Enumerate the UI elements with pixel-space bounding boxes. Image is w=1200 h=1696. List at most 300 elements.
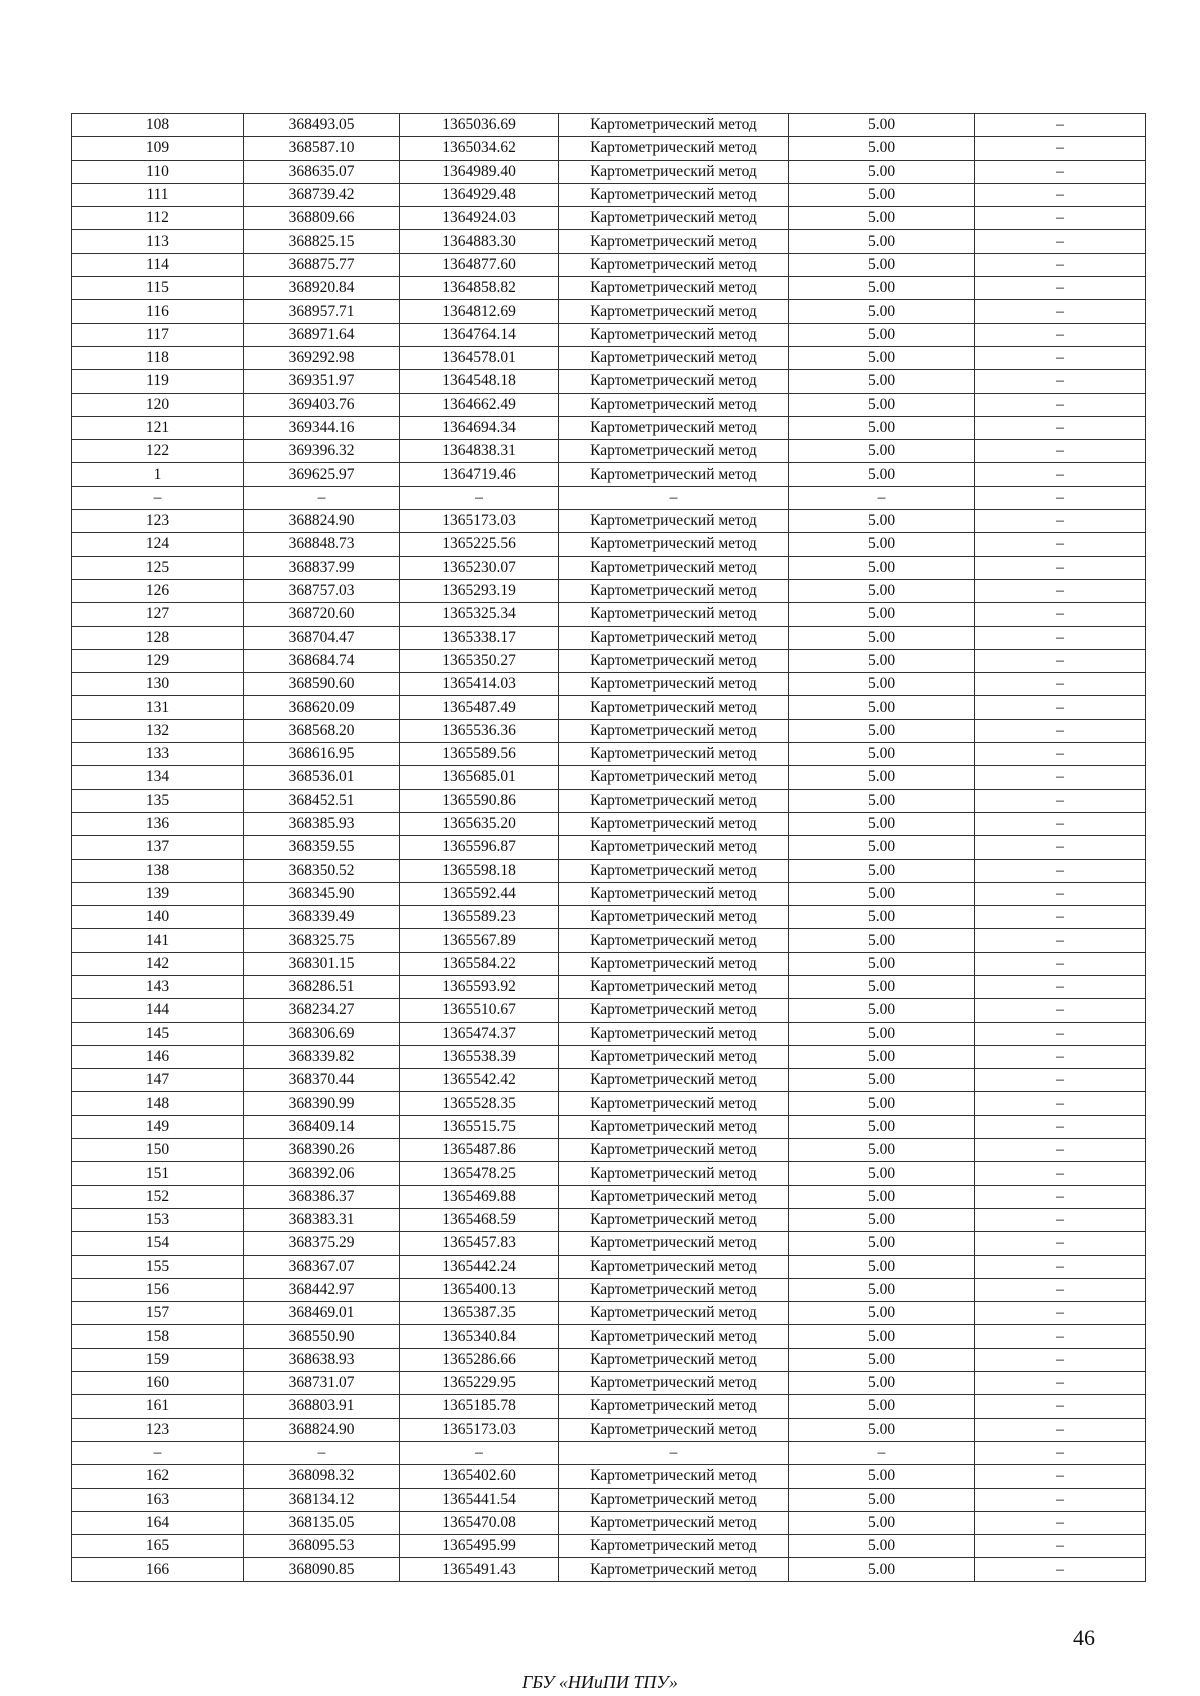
x-coordinate-cell: 368550.90: [244, 1325, 400, 1348]
note-cell: –: [975, 1418, 1146, 1441]
point-number-cell: 159: [72, 1348, 244, 1371]
note-cell: –: [975, 603, 1146, 626]
y-coordinate-cell: 1365515.75: [400, 1115, 559, 1138]
accuracy-cell: 5.00: [789, 1395, 975, 1418]
y-coordinate-cell: 1365487.86: [400, 1139, 559, 1162]
method-cell: Картометрический метод: [559, 323, 789, 346]
point-number-cell: 121: [72, 416, 244, 439]
method-cell: Картометрический метод: [559, 1372, 789, 1395]
method-cell: Картометрический метод: [559, 1255, 789, 1278]
table-row: [72, 556, 1146, 579]
x-coordinate-cell: 368367.07: [244, 1255, 400, 1278]
accuracy-cell: 5.00: [789, 766, 975, 789]
y-coordinate-cell: 1364578.01: [400, 346, 559, 369]
accuracy-cell: 5.00: [789, 277, 975, 300]
point-number-cell: 153: [72, 1208, 244, 1231]
table-row: [72, 882, 1146, 905]
table-row: [72, 207, 1146, 230]
point-number-cell: 115: [72, 277, 244, 300]
accuracy-cell: 5.00: [789, 1465, 975, 1488]
note-cell: –: [975, 696, 1146, 719]
note-cell: –: [975, 975, 1146, 998]
accuracy-cell: 5.00: [789, 1069, 975, 1092]
table-row: [72, 1208, 1146, 1231]
note-cell: –: [975, 1208, 1146, 1231]
y-coordinate-cell: 1365293.19: [400, 579, 559, 602]
point-number-cell: 162: [72, 1465, 244, 1488]
table-row: [72, 416, 1146, 439]
point-number-cell: 150: [72, 1139, 244, 1162]
table-row: [72, 1465, 1146, 1488]
accuracy-cell: 5.00: [789, 906, 975, 929]
method-cell: Картометрический метод: [559, 1115, 789, 1138]
x-coordinate-cell: 368345.90: [244, 882, 400, 905]
x-coordinate-cell: 368385.93: [244, 812, 400, 835]
accuracy-cell: –: [789, 486, 975, 509]
method-cell: Картометрический метод: [559, 952, 789, 975]
footer-organization: ГБУ «НИиПИ ТПУ»: [522, 1672, 678, 1692]
x-coordinate-cell: 368704.47: [244, 626, 400, 649]
y-coordinate-cell: 1365528.35: [400, 1092, 559, 1115]
y-coordinate-cell: 1365350.27: [400, 649, 559, 672]
x-coordinate-cell: 368837.99: [244, 556, 400, 579]
point-number-cell: 158: [72, 1325, 244, 1348]
y-coordinate-cell: 1365542.42: [400, 1069, 559, 1092]
x-coordinate-cell: 368095.53: [244, 1535, 400, 1558]
method-cell: –: [559, 486, 789, 509]
x-coordinate-cell: 368442.97: [244, 1278, 400, 1301]
accuracy-cell: 5.00: [789, 952, 975, 975]
table-row: [72, 1511, 1146, 1534]
note-cell: –: [975, 253, 1146, 276]
table-row: [72, 253, 1146, 276]
table-row: [72, 1558, 1146, 1581]
note-cell: –: [975, 999, 1146, 1022]
accuracy-cell: 5.00: [789, 859, 975, 882]
point-number-cell: 116: [72, 300, 244, 323]
x-coordinate-cell: 368971.64: [244, 323, 400, 346]
point-number-cell: 125: [72, 556, 244, 579]
point-number-cell: 127: [72, 603, 244, 626]
y-coordinate-cell: 1365338.17: [400, 626, 559, 649]
note-cell: –: [975, 1115, 1146, 1138]
x-coordinate-cell: 368616.95: [244, 743, 400, 766]
table-row: [72, 440, 1146, 463]
method-cell: Картометрический метод: [559, 440, 789, 463]
accuracy-cell: 5.00: [789, 929, 975, 952]
y-coordinate-cell: 1365185.78: [400, 1395, 559, 1418]
accuracy-cell: 5.00: [789, 1115, 975, 1138]
coordinates-table-body: [72, 114, 1146, 1582]
method-cell: Картометрический метод: [559, 556, 789, 579]
x-coordinate-cell: 368568.20: [244, 719, 400, 742]
table-row: [72, 1418, 1146, 1441]
table-row: [72, 1255, 1146, 1278]
y-coordinate-cell: 1365510.67: [400, 999, 559, 1022]
note-cell: –: [975, 230, 1146, 253]
note-cell: –: [975, 323, 1146, 346]
method-cell: Картометрический метод: [559, 1302, 789, 1325]
y-coordinate-cell: 1365402.60: [400, 1465, 559, 1488]
point-number-cell: 108: [72, 114, 244, 137]
method-cell: Картометрический метод: [559, 836, 789, 859]
table-row: [72, 649, 1146, 672]
method-cell: Картометрический метод: [559, 929, 789, 952]
note-cell: –: [975, 160, 1146, 183]
table-row: [72, 579, 1146, 602]
point-number-cell: 165: [72, 1535, 244, 1558]
accuracy-cell: 5.00: [789, 230, 975, 253]
method-cell: Картометрический метод: [559, 1092, 789, 1115]
table-row: [72, 1395, 1146, 1418]
point-number-cell: 111: [72, 183, 244, 206]
y-coordinate-cell: 1365491.43: [400, 1558, 559, 1581]
y-coordinate-cell: 1365592.44: [400, 882, 559, 905]
method-cell: Картометрический метод: [559, 1511, 789, 1534]
point-number-cell: 141: [72, 929, 244, 952]
accuracy-cell: 5.00: [789, 440, 975, 463]
y-coordinate-cell: 1364662.49: [400, 393, 559, 416]
point-number-cell: 122: [72, 440, 244, 463]
table-row: [72, 346, 1146, 369]
y-coordinate-cell: 1365414.03: [400, 673, 559, 696]
note-cell: –: [975, 1162, 1146, 1185]
point-number-cell: 161: [72, 1395, 244, 1418]
x-coordinate-cell: 368824.90: [244, 1418, 400, 1441]
table-row: [72, 1092, 1146, 1115]
point-number-cell: 140: [72, 906, 244, 929]
method-cell: Картометрический метод: [559, 277, 789, 300]
point-number-cell: 157: [72, 1302, 244, 1325]
point-number-cell: 114: [72, 253, 244, 276]
accuracy-cell: 5.00: [789, 649, 975, 672]
method-cell: Картометрический метод: [559, 626, 789, 649]
accuracy-cell: 5.00: [789, 673, 975, 696]
x-coordinate-cell: 368392.06: [244, 1162, 400, 1185]
y-coordinate-cell: 1364764.14: [400, 323, 559, 346]
method-cell: Картометрический метод: [559, 1325, 789, 1348]
y-coordinate-cell: 1365590.86: [400, 789, 559, 812]
table-row: [72, 766, 1146, 789]
table-row: [72, 719, 1146, 742]
point-number-cell: 146: [72, 1045, 244, 1068]
x-coordinate-cell: 368286.51: [244, 975, 400, 998]
y-coordinate-cell: 1365325.34: [400, 603, 559, 626]
table-row: [72, 859, 1146, 882]
accuracy-cell: 5.00: [789, 370, 975, 393]
note-cell: –: [975, 556, 1146, 579]
note-cell: –: [975, 1278, 1146, 1301]
y-coordinate-cell: 1365229.95: [400, 1372, 559, 1395]
table-row: [72, 137, 1146, 160]
x-coordinate-cell: 368620.09: [244, 696, 400, 719]
method-cell: Картометрический метод: [559, 975, 789, 998]
accuracy-cell: 5.00: [789, 323, 975, 346]
accuracy-cell: 5.00: [789, 510, 975, 533]
point-number-cell: 131: [72, 696, 244, 719]
table-row: [72, 1441, 1146, 1464]
table-row: [72, 510, 1146, 533]
accuracy-cell: 5.00: [789, 696, 975, 719]
point-number-cell: 142: [72, 952, 244, 975]
accuracy-cell: 5.00: [789, 1022, 975, 1045]
accuracy-cell: 5.00: [789, 626, 975, 649]
method-cell: Картометрический метод: [559, 160, 789, 183]
point-number-cell: 130: [72, 673, 244, 696]
y-coordinate-cell: 1365478.25: [400, 1162, 559, 1185]
table-row: [72, 906, 1146, 929]
note-cell: –: [975, 1302, 1146, 1325]
note-cell: –: [975, 1255, 1146, 1278]
note-cell: –: [975, 346, 1146, 369]
accuracy-cell: 5.00: [789, 1255, 975, 1278]
note-cell: –: [975, 137, 1146, 160]
table-row: [72, 1045, 1146, 1068]
note-cell: –: [975, 1069, 1146, 1092]
method-cell: Картометрический метод: [559, 603, 789, 626]
point-number-cell: 160: [72, 1372, 244, 1395]
x-coordinate-cell: 368469.01: [244, 1302, 400, 1325]
accuracy-cell: 5.00: [789, 719, 975, 742]
accuracy-cell: 5.00: [789, 812, 975, 835]
y-coordinate-cell: 1365230.07: [400, 556, 559, 579]
accuracy-cell: 5.00: [789, 999, 975, 1022]
x-coordinate-cell: 368390.99: [244, 1092, 400, 1115]
table-row: [72, 1278, 1146, 1301]
point-number-cell: 113: [72, 230, 244, 253]
x-coordinate-cell: 369396.32: [244, 440, 400, 463]
method-cell: Картометрический метод: [559, 393, 789, 416]
x-coordinate-cell: –: [244, 1441, 400, 1464]
note-cell: –: [975, 719, 1146, 742]
accuracy-cell: 5.00: [789, 882, 975, 905]
point-number-cell: 118: [72, 346, 244, 369]
x-coordinate-cell: 369344.16: [244, 416, 400, 439]
point-number-cell: 148: [72, 1092, 244, 1115]
x-coordinate-cell: –: [244, 486, 400, 509]
method-cell: Картометрический метод: [559, 882, 789, 905]
point-number-cell: 123: [72, 510, 244, 533]
accuracy-cell: 5.00: [789, 114, 975, 137]
method-cell: Картометрический метод: [559, 1232, 789, 1255]
accuracy-cell: 5.00: [789, 183, 975, 206]
note-cell: –: [975, 1511, 1146, 1534]
table-row: [72, 999, 1146, 1022]
note-cell: –: [975, 1022, 1146, 1045]
x-coordinate-cell: 368739.42: [244, 183, 400, 206]
x-coordinate-cell: 368383.31: [244, 1208, 400, 1231]
x-coordinate-cell: 368638.93: [244, 1348, 400, 1371]
point-number-cell: 154: [72, 1232, 244, 1255]
note-cell: –: [975, 579, 1146, 602]
y-coordinate-cell: 1365340.84: [400, 1325, 559, 1348]
point-number-cell: 151: [72, 1162, 244, 1185]
note-cell: –: [975, 1465, 1146, 1488]
method-cell: Картометрический метод: [559, 1488, 789, 1511]
table-row: [72, 975, 1146, 998]
y-coordinate-cell: 1365487.49: [400, 696, 559, 719]
x-coordinate-cell: 368452.51: [244, 789, 400, 812]
note-cell: –: [975, 486, 1146, 509]
table-row: [72, 1115, 1146, 1138]
table-row: [72, 463, 1146, 486]
x-coordinate-cell: 368301.15: [244, 952, 400, 975]
accuracy-cell: 5.00: [789, 1558, 975, 1581]
x-coordinate-cell: 368134.12: [244, 1488, 400, 1511]
method-cell: Картометрический метод: [559, 1069, 789, 1092]
table-row: [72, 743, 1146, 766]
note-cell: –: [975, 836, 1146, 859]
y-coordinate-cell: 1365474.37: [400, 1022, 559, 1045]
note-cell: –: [975, 1045, 1146, 1068]
table-row: [72, 486, 1146, 509]
method-cell: Картометрический метод: [559, 696, 789, 719]
x-coordinate-cell: 369625.97: [244, 463, 400, 486]
x-coordinate-cell: 368234.27: [244, 999, 400, 1022]
accuracy-cell: 5.00: [789, 579, 975, 602]
y-coordinate-cell: 1365584.22: [400, 952, 559, 975]
table-row: [72, 183, 1146, 206]
method-cell: Картометрический метод: [559, 416, 789, 439]
y-coordinate-cell: 1365567.89: [400, 929, 559, 952]
point-number-cell: 133: [72, 743, 244, 766]
point-number-cell: 135: [72, 789, 244, 812]
table-row: [72, 929, 1146, 952]
note-cell: –: [975, 1139, 1146, 1162]
point-number-cell: 152: [72, 1185, 244, 1208]
y-coordinate-cell: 1365457.83: [400, 1232, 559, 1255]
accuracy-cell: 5.00: [789, 253, 975, 276]
y-coordinate-cell: 1365441.54: [400, 1488, 559, 1511]
note-cell: –: [975, 649, 1146, 672]
point-number-cell: 126: [72, 579, 244, 602]
note-cell: –: [975, 789, 1146, 812]
table-row: [72, 812, 1146, 835]
table-row: [72, 696, 1146, 719]
method-cell: Картометрический метод: [559, 1185, 789, 1208]
y-coordinate-cell: 1365286.66: [400, 1348, 559, 1371]
method-cell: Картометрический метод: [559, 1162, 789, 1185]
accuracy-cell: –: [789, 1441, 975, 1464]
method-cell: Картометрический метод: [559, 533, 789, 556]
x-coordinate-cell: 368590.60: [244, 673, 400, 696]
table-row: [72, 114, 1146, 137]
table-row: [72, 1185, 1146, 1208]
method-cell: Картометрический метод: [559, 1278, 789, 1301]
point-number-cell: 110: [72, 160, 244, 183]
method-cell: Картометрический метод: [559, 719, 789, 742]
note-cell: –: [975, 277, 1146, 300]
x-coordinate-cell: 368350.52: [244, 859, 400, 882]
note-cell: –: [975, 673, 1146, 696]
accuracy-cell: 5.00: [789, 1418, 975, 1441]
note-cell: –: [975, 812, 1146, 835]
table-row: [72, 1325, 1146, 1348]
y-coordinate-cell: 1365036.69: [400, 114, 559, 137]
point-number-cell: 164: [72, 1511, 244, 1534]
point-number-cell: –: [72, 1441, 244, 1464]
x-coordinate-cell: 368339.49: [244, 906, 400, 929]
x-coordinate-cell: 368635.07: [244, 160, 400, 183]
accuracy-cell: 5.00: [789, 1488, 975, 1511]
method-cell: Картометрический метод: [559, 812, 789, 835]
accuracy-cell: 5.00: [789, 160, 975, 183]
note-cell: –: [975, 510, 1146, 533]
accuracy-cell: 5.00: [789, 1092, 975, 1115]
point-number-cell: 132: [72, 719, 244, 742]
x-coordinate-cell: 368375.29: [244, 1232, 400, 1255]
point-number-cell: 109: [72, 137, 244, 160]
y-coordinate-cell: 1365495.99: [400, 1535, 559, 1558]
method-cell: Картометрический метод: [559, 463, 789, 486]
y-coordinate-cell: 1365589.56: [400, 743, 559, 766]
x-coordinate-cell: 368370.44: [244, 1069, 400, 1092]
y-coordinate-cell: 1364812.69: [400, 300, 559, 323]
note-cell: –: [975, 766, 1146, 789]
x-coordinate-cell: 368135.05: [244, 1511, 400, 1534]
table-row: [72, 1535, 1146, 1558]
y-coordinate-cell: 1364989.40: [400, 160, 559, 183]
accuracy-cell: 5.00: [789, 1511, 975, 1534]
table-row: [72, 836, 1146, 859]
method-cell: Картометрический метод: [559, 1465, 789, 1488]
point-number-cell: 144: [72, 999, 244, 1022]
point-number-cell: 155: [72, 1255, 244, 1278]
accuracy-cell: 5.00: [789, 137, 975, 160]
point-number-cell: 147: [72, 1069, 244, 1092]
note-cell: –: [975, 626, 1146, 649]
note-cell: –: [975, 1232, 1146, 1255]
table-row: [72, 160, 1146, 183]
x-coordinate-cell: 368824.90: [244, 510, 400, 533]
method-cell: Картометрический метод: [559, 1139, 789, 1162]
accuracy-cell: 5.00: [789, 207, 975, 230]
y-coordinate-cell: 1364548.18: [400, 370, 559, 393]
accuracy-cell: 5.00: [789, 533, 975, 556]
y-coordinate-cell: 1365173.03: [400, 1418, 559, 1441]
note-cell: –: [975, 743, 1146, 766]
table-row: [72, 1069, 1146, 1092]
x-coordinate-cell: 368825.15: [244, 230, 400, 253]
point-number-cell: 134: [72, 766, 244, 789]
accuracy-cell: 5.00: [789, 1372, 975, 1395]
table-row: [72, 1232, 1146, 1255]
method-cell: Картометрический метод: [559, 906, 789, 929]
method-cell: Картометрический метод: [559, 743, 789, 766]
method-cell: Картометрический метод: [559, 789, 789, 812]
point-number-cell: 138: [72, 859, 244, 882]
y-coordinate-cell: 1365596.87: [400, 836, 559, 859]
y-coordinate-cell: 1364719.46: [400, 463, 559, 486]
note-cell: –: [975, 533, 1146, 556]
x-coordinate-cell: 368731.07: [244, 1372, 400, 1395]
point-number-cell: 112: [72, 207, 244, 230]
x-coordinate-cell: 368875.77: [244, 253, 400, 276]
x-coordinate-cell: 368090.85: [244, 1558, 400, 1581]
method-cell: Картометрический метод: [559, 183, 789, 206]
note-cell: –: [975, 1488, 1146, 1511]
table-row: [72, 230, 1146, 253]
method-cell: Картометрический метод: [559, 1348, 789, 1371]
x-coordinate-cell: 368325.75: [244, 929, 400, 952]
accuracy-cell: 5.00: [789, 1208, 975, 1231]
coordinates-table: [71, 113, 1146, 1582]
note-cell: –: [975, 952, 1146, 975]
table-row: [72, 626, 1146, 649]
accuracy-cell: 5.00: [789, 1302, 975, 1325]
table-row: [72, 323, 1146, 346]
x-coordinate-cell: 368339.82: [244, 1045, 400, 1068]
